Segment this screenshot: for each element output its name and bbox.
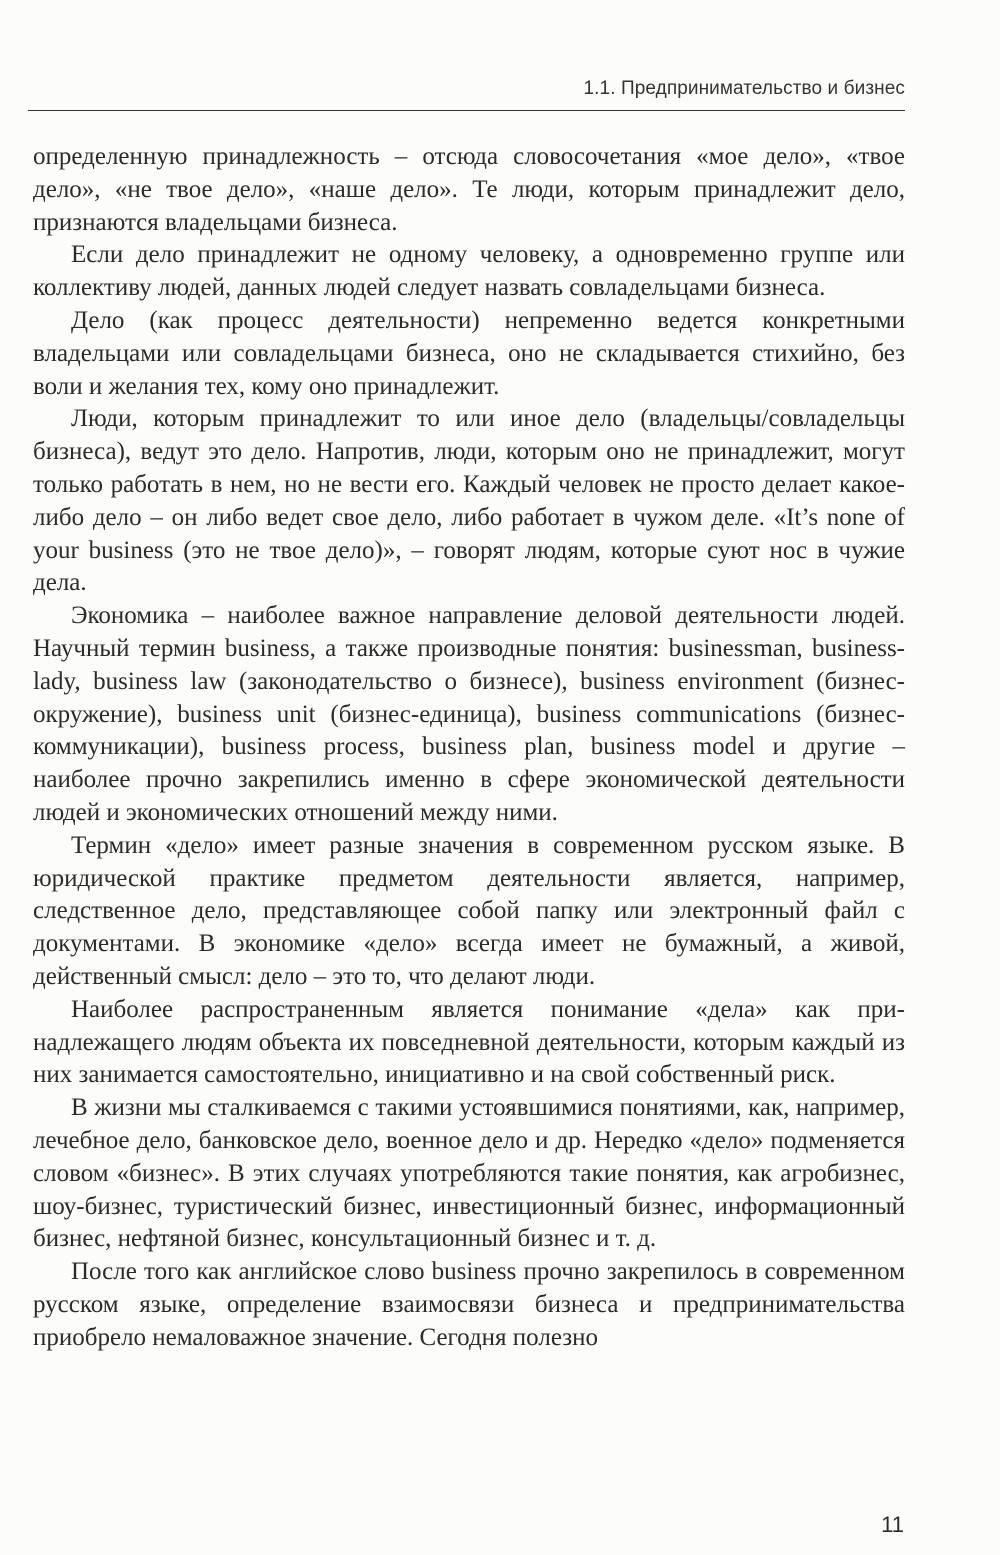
paragraph: В жизни мы сталкиваемся с такими устоявшимися понятиями, как, например, лечебное дело, банковское дело, военное дело и др. Нередко «дело» подменяется словом «бизнес». В этих случаях употребляются такие понятия, как агробизнес, шоу-бизнес, туристический бизнес, инвестиционный бизнес, информационный бизнес, нефтяной бизнес, консультационный бизнес и т. д.: [33, 1094, 905, 1253]
paragraph: Экономика – наиболее важное направление деловой деятельности людей. Научный термин business, а также производные понятия: businessman, business-lady, business law (законодательство о бизнесе), business environment (бизнес-окружение), business unit (бизнес-единица), business communications (бизнес-коммуникации), business process, business plan, business model и другие – наиболее прочно закрепились именно в сфере экономической деятельности людей и экономических отношений между ними.: [33, 602, 905, 826]
paragraph: Наиболее распространенным является понимание «дела» как принадлежащего людям объекта их повседневной деятельности, которым каждый из них занимается самостоятельно, инициативно и на свой собственный риск.: [33, 995, 905, 1089]
paragraph: Люди, которым принадлежит то или иное дело (владельцы/совладельцы бизнеса), ведут это дело. Напротив, люди, которым оно не принадлежит, могут только работать в нем, но не вести его. Каждый человек не просто делает какое-либо дело – он либо ведет свое дело, либо работает в чужом деле. «It’s none of your business (это не твое дело)», – говорят людям, которые суют нос в чужие дела.: [33, 405, 905, 597]
paragraph: определенную принадлежность – отсюда словосочетания «мое дело», «твое дело», «не твое дело», «наше дело». Те люди, которым принадлежит дело, признаются владельцами бизнеса.: [33, 143, 905, 236]
running-title: 1.1. Предпринимательство и бизнес: [583, 78, 905, 99]
page-number: 11: [881, 1512, 904, 1537]
paragraph: Дело (как процесс деятельности) непременно ведется конкретными владельцами или совладельцами бизнеса, оно не складывается стихийно, без воли и желания тех, кому оно принадлежит.: [33, 306, 905, 400]
running-header: [28, 78, 905, 111]
paragraph: Если дело принадлежит не одному человеку, а одновременно группе или коллективу людей, данных людей следует назвать совладельцами бизнеса.: [33, 241, 905, 302]
paragraph: После того как английское слово business прочно закрепилось в современном русском языке, определение взаимосвязи бизнеса и предпринимательства приобрело немаловажное значение. Сегодня полезно: [33, 1258, 905, 1351]
paragraph: Термин «дело» имеет разные значения в современном русском языке. В юридической практике предметом деятельности является, например, следственное дело, представляющее собой папку или электронный файл с документами. В экономике «дело» всегда имеет не бумажный, а живой, действенный смысл: дело – это то, что делают люди.: [33, 831, 905, 990]
body-text: [33, 141, 905, 1354]
